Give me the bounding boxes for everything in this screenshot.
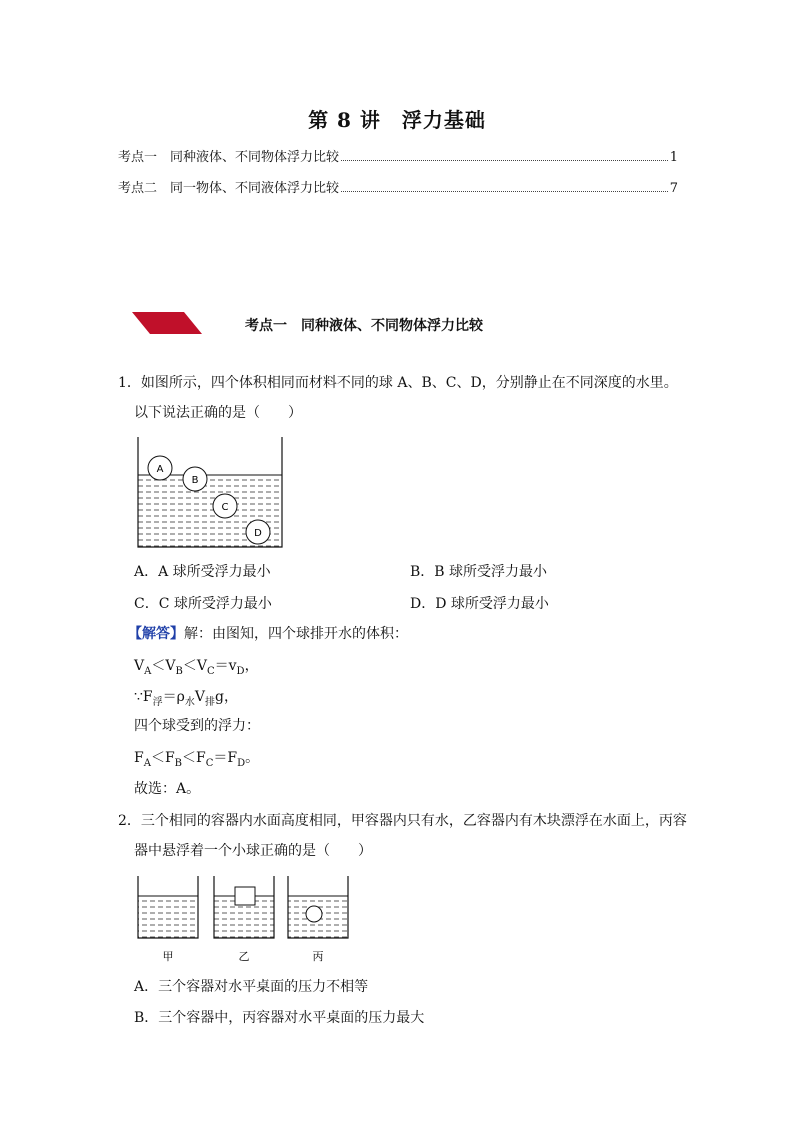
ball-a <box>148 456 172 480</box>
wood-block <box>235 887 255 905</box>
q1-force-relation: $F_A<F_B<F_C=F_D$。 <box>134 750 260 769</box>
question-2-line-1: 2．三个相同的容器内水面高度相同，甲容器内只有水，乙容器内有木块漂浮在水面上，丙容 <box>118 813 687 829</box>
question-1-line-1: 1．如图所示，四个体积相同而材料不同的球 A、B、C、D，分别静止在不同深度的水里。 <box>118 375 678 391</box>
suspended-ball <box>306 906 322 922</box>
answer-label: 【解答】 <box>128 626 184 642</box>
svg-text:D: D <box>254 528 262 539</box>
figure-balls-in-water <box>130 435 290 553</box>
svg-text:B: B <box>191 475 199 486</box>
svg-text:C: C <box>221 502 229 513</box>
q1-choice: 故选：A。 <box>134 781 201 797</box>
toc-item-page: 1 <box>669 150 678 165</box>
q2-option-a[interactable]: A．三个容器对水平桌面的压力不相等 <box>134 979 369 995</box>
container-yi <box>214 876 274 963</box>
svg-text:乙: 乙 <box>238 950 250 963</box>
q2-option-b[interactable]: B．三个容器中，丙容器对水平桌面的压力最大 <box>134 1010 425 1026</box>
toc-item-1[interactable] <box>118 146 678 165</box>
q1-option-b[interactable]: B．B 球所受浮力最小 <box>410 564 548 580</box>
toc-item-page: 7 <box>669 181 678 196</box>
toc-item-label: 考点一 同种液体、不同物体浮力比较 <box>118 150 340 165</box>
svg-text:A: A <box>156 464 164 475</box>
container-jia <box>138 876 198 963</box>
q1-option-d[interactable]: D．D 球所受浮力最小 <box>410 596 549 612</box>
q1-option-c[interactable]: C．C 球所受浮力最小 <box>134 596 272 612</box>
toc-item-label: 考点二 同一物体、不同液体浮力比较 <box>118 181 340 196</box>
svg-text:丙: 丙 <box>312 950 324 963</box>
q1-buoyancy-intro: 四个球受到的浮力： <box>134 718 260 734</box>
q1-volume-relation: $V_A<V_B<V_C=v_D$， <box>134 658 259 677</box>
section-title: 考点一 同种液体、不同物体浮力比较 <box>245 318 483 334</box>
page-title: 第 8 讲 浮力基础 <box>308 108 486 132</box>
toc-leader <box>341 160 668 161</box>
ball-d <box>246 520 270 544</box>
question-1-line-2: 以下说法正确的是（ ） <box>134 405 302 421</box>
question-2-line-2: 器中悬浮着一个小球正确的是（ ） <box>134 843 372 859</box>
section-banner-shape <box>132 312 204 334</box>
toc-item-2[interactable] <box>118 177 678 196</box>
ball-b <box>183 467 207 491</box>
q1-answer-intro: 【解答】解：由图知，四个球排开水的体积： <box>128 626 408 642</box>
ball-c <box>213 494 237 518</box>
figure-three-containers <box>134 874 354 964</box>
q1-option-a[interactable]: A．A 球所受浮力最小 <box>134 564 271 580</box>
container-bing <box>288 876 348 963</box>
toc-leader <box>341 191 668 192</box>
svg-text:甲: 甲 <box>162 950 174 963</box>
q1-formula: $\because F_浮=\rho_水V_排g$， <box>134 689 238 708</box>
